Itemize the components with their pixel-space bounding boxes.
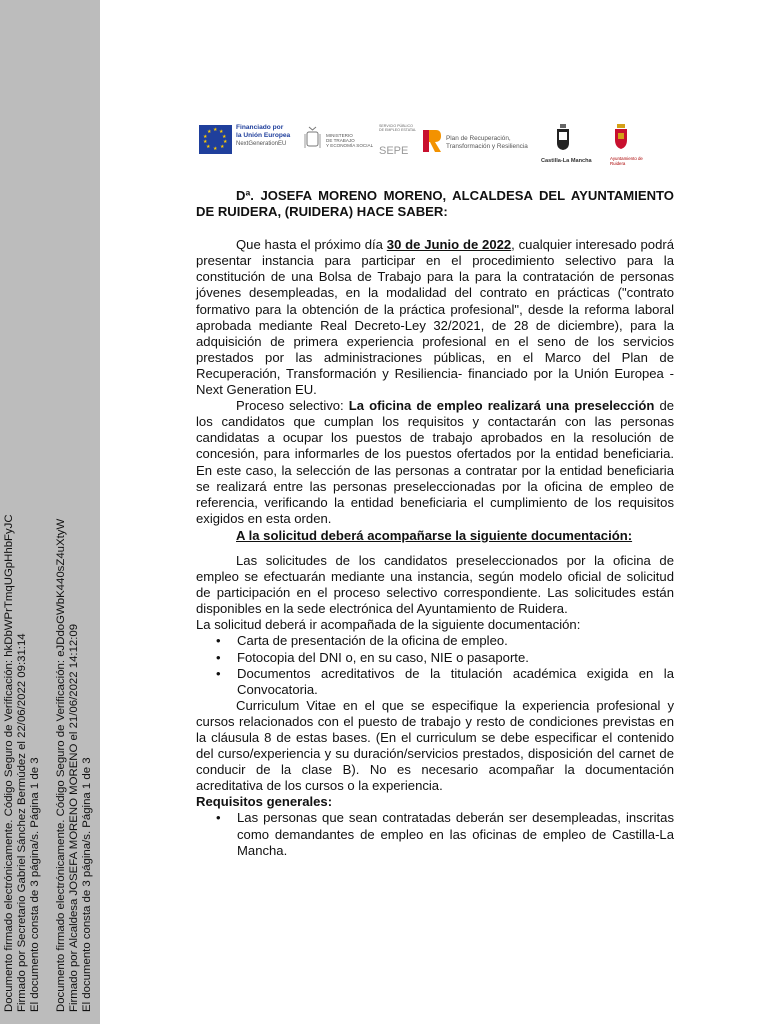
paragraph-deadline: Que hasta el próximo día 30 de Junio de 2022, cualquier interesado podrá presentar instancia para participar en el procedimiento selectivo para la constitución de una Bolsa de Trabajo para la para la contratación de personas jóvenes desempleadas, en la modalidad del contrato en prácticas ("contrato formativo para la obtención de la práctica profesional", desde la reforma laboral aprobada mediante Real Decreto-Ley 32/2021, de 28 de diciembre), para la adquisición de primera experiencia profesional en el seno de los servicios prestados por las administraciones públicas, en el Marco del Plan de Recuperación, Transformación y Resiliencia- financiado por la Unión Europea -Next Generation EU. bbox=[196, 237, 674, 398]
document-body bbox=[196, 188, 674, 859]
paragraph-selection-process: Proceso selectivo: La oficina de empleo realizará una preselección de los candidatos que cumplan los requisitos y contactarán con las personas candidatas a ocupar los puestos de trabajo aprobados en la resolución de concesión, para informarles de los puestos ofertados por la entidad beneficiaria. En este caso, la selección de las personas a contratar por la entidad beneficiaria se realizará entre las personas preseleccionadas por la oficina de empleo de referencia, verificando la entidad beneficiaria el cumplimiento de los requisitos exigidos en esta orden. bbox=[196, 398, 675, 526]
signature-sidebar bbox=[0, 0, 100, 1024]
requirements-heading: Requisitos generales: bbox=[196, 794, 333, 810]
list-item: • Fotocopia del DNI o, en su caso, NIE o pasaporte. bbox=[216, 649, 529, 665]
bullet-icon: • bbox=[216, 665, 221, 681]
paragraph-documentation-intro: La solicitud deberá ir acompañada de la siguiente documentación: bbox=[196, 617, 581, 633]
paragraph-applications: Las solicitudes de los candidatos preseleccionados por la oficina de empleo se efectuarán mediante una instancia, según modelo oficial de solicitud de participación en el proceso selectivo correspondiente. Las solicitudes están disponibles en la sede electrónica del Ayuntamiento de Ruidera. bbox=[196, 552, 674, 617]
bullet-icon: • bbox=[216, 633, 221, 649]
logos-header bbox=[196, 120, 676, 170]
castilla-la-mancha-shield-icon bbox=[555, 123, 571, 151]
ministry-logo-text: MINISTERIO DE TRABAJO Y ECONOMÍA SOCIAL bbox=[326, 133, 374, 148]
bullet-icon: • bbox=[216, 810, 221, 826]
signature-line: Documento firmado electrónicamente. Código Seguro de Verificación: hkDbWPrTmqUGpHhbFyJC bbox=[3, 514, 15, 1012]
list-item: • Carta de presentación de la oficina de empleo. bbox=[216, 633, 508, 649]
castilla-la-mancha-logo-text: Castilla-La Mancha bbox=[541, 158, 592, 164]
list-item: • Documentos acreditativos de la titulación académica exigida en la Convocatoria. bbox=[216, 665, 674, 697]
signature-line: El documento consta de 3 página/s. Página 1 de 3 bbox=[29, 757, 41, 1012]
eu-logo-text: Financiado por la Unión Europea NextGenerationEU bbox=[236, 124, 291, 147]
sepe-logo-subtext: SERVICIO PÚBLICO DE EMPLEO ESTATAL bbox=[379, 124, 417, 132]
signature-line: Firmado por Alcaldesa JOSEFA MORENO MORENO el 21/06/2022 14:12:09 bbox=[68, 623, 80, 1012]
signature-line: El documento consta de 3 página/s. Página 1 de 3 bbox=[81, 757, 93, 1012]
recovery-plan-logo-icon bbox=[422, 127, 442, 155]
signature-line: Firmado por Secretario Gabriel Sánchez Bermúdez el 22/06/2022 09:31:14 bbox=[16, 633, 28, 1012]
ruidera-coat-of-arms-icon bbox=[613, 124, 629, 150]
list-item: • Las personas que sean contratadas deberán ser desempleadas, inscritas como demandantes de empleo en las oficinas de empleo de Castilla-La Mancha. bbox=[216, 810, 674, 858]
document-title: Dª. JOSEFA MORENO MORENO, ALCALDESA DEL AYUNTAMIENTO DE RUIDERA, (RUIDERA) HACE SABER: bbox=[196, 188, 674, 220]
recovery-plan-logo-text: Plan de Recuperación, Transformación y Resiliencia bbox=[446, 135, 528, 150]
documentation-heading: A la solicitud deberá acompañarse la siguiente documentación: bbox=[236, 527, 633, 543]
paragraph-curriculum: Curriculum Vitae en el que se especifique la experiencia profesional y cursos relacionados con el puesto de trabajo y resto de condiciones previstas en la cláusula 8 de estas bases. (En el curriculum se debe especificar el contenido del curso/experiencia y su duración/servicios prestados, disposición del carnet de conducir de la clase B). No es necesario acompañar la documentación acreditativa de los cursos o la experiencia. bbox=[196, 697, 674, 794]
requirements-list bbox=[196, 810, 674, 858]
eu-flag-icon: ★ ★ ★ ★ ★ ★ ★ ★ ★ ★ bbox=[199, 125, 232, 154]
bullet-icon: • bbox=[216, 649, 221, 665]
ruidera-logo-text: Ayuntamiento de Ruidera bbox=[610, 156, 643, 166]
signature-line: Documento firmado electrónicamente. Código Seguro de Verificación: eJDdoGWbK440sZ4uXtyW bbox=[55, 518, 67, 1012]
spain-coat-of-arms-icon bbox=[304, 126, 321, 152]
documentation-list bbox=[196, 633, 674, 697]
deadline-date: 30 de Junio de 2022 bbox=[386, 237, 512, 253]
sepe-logo: SEPE bbox=[379, 145, 409, 157]
